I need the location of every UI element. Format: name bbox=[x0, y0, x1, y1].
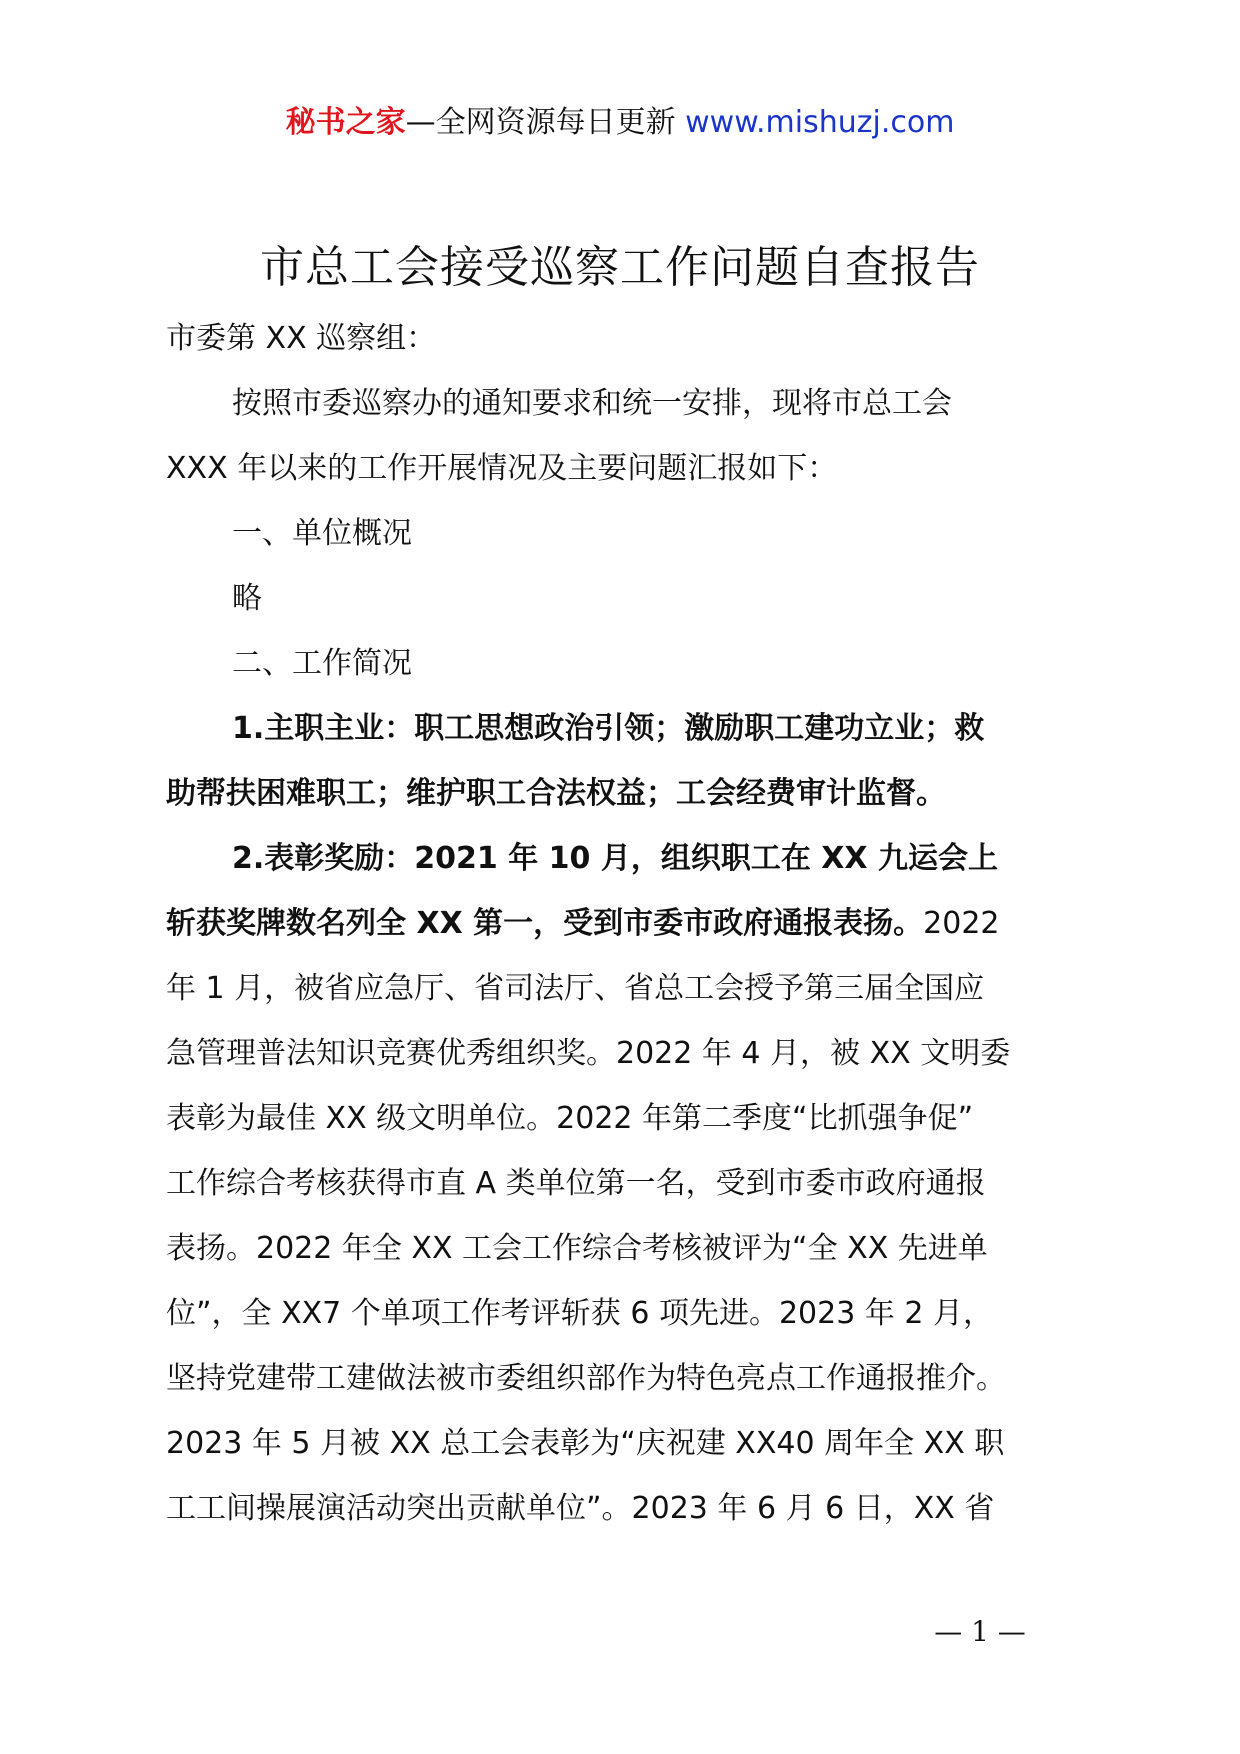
paragraph-line: 坚持党建带工建做法被市委组织部作为特色亮点工作通报推介。 bbox=[166, 1361, 1006, 1396]
salutation: 市委第 XX 巡察组： bbox=[166, 321, 437, 356]
site-url-link[interactable]: www.mishuzj.com bbox=[685, 105, 955, 140]
brand-name: 秘书之家 bbox=[285, 105, 406, 140]
paragraph-line: 表扬。2022 年全 XX 工会工作综合考核被评为“全 XX 先进单 bbox=[166, 1231, 988, 1266]
paragraph-line: 工工间操展演活动突出贡献单位”。2023 年 6 月 6 日，XX 省 bbox=[166, 1491, 995, 1526]
paragraph-line: 急管理普法知识竞赛优秀组织奖。2022 年 4 月，被 XX 文明委 bbox=[166, 1036, 1011, 1071]
paragraph-line: XXX 年以来的工作开展情况及主要问题汇报如下： bbox=[166, 451, 838, 486]
text-run: 2022 bbox=[923, 906, 1000, 941]
document-body bbox=[166, 306, 1086, 1541]
paragraph-line: 工作综合考核获得市直 A 类单位第一名，受到市委市政府通报 bbox=[166, 1166, 986, 1201]
paragraph-line: 年 1 月，被省应急厅、省司法厅、省总工会授予第三届全国应 bbox=[166, 971, 985, 1006]
paragraph-line: 略 bbox=[232, 581, 262, 616]
paragraph-line: 表彰为最佳 XX 级文明单位。2022 年第二季度“比抓强争促” bbox=[166, 1101, 974, 1136]
paragraph-line: 按照市委巡察办的通知要求和统一安排，现将市总工会 bbox=[232, 386, 952, 421]
paragraph-line: 位”，全 XX7 个单项工作考评斩获 6 项先进。2023 年 2 月， bbox=[166, 1296, 994, 1331]
paragraph-line bbox=[166, 891, 1086, 956]
bold-paragraph-line: 助帮扶困难职工；维护职工合法权益；工会经费审计监督。 bbox=[166, 776, 946, 811]
section-heading: 二、工作简况 bbox=[232, 646, 412, 681]
bold-text-run: 斩获奖牌数名列全 XX 第一，受到市委市政府通报表扬。 bbox=[166, 906, 924, 941]
document-title: 市总工会接受巡察工作问题自查报告 bbox=[260, 242, 980, 293]
section-heading: 一、单位概况 bbox=[232, 516, 412, 551]
bold-paragraph-line: 2.表彰奖励：2021 年 10 月，组织职工在 XX 九运会上 bbox=[232, 841, 998, 876]
paragraph-line: 2023 年 5 月被 XX 总工会表彰为“庆祝建 XX40 周年全 XX 职 bbox=[166, 1426, 1005, 1461]
page-number: — 1 — bbox=[934, 1615, 1026, 1648]
site-banner bbox=[0, 100, 1240, 146]
bold-paragraph-line: 1.主职主业：职工思想政治引领；激励职工建功立业；救 bbox=[232, 711, 985, 746]
banner-tagline: —全网资源每日更新 bbox=[405, 105, 686, 140]
